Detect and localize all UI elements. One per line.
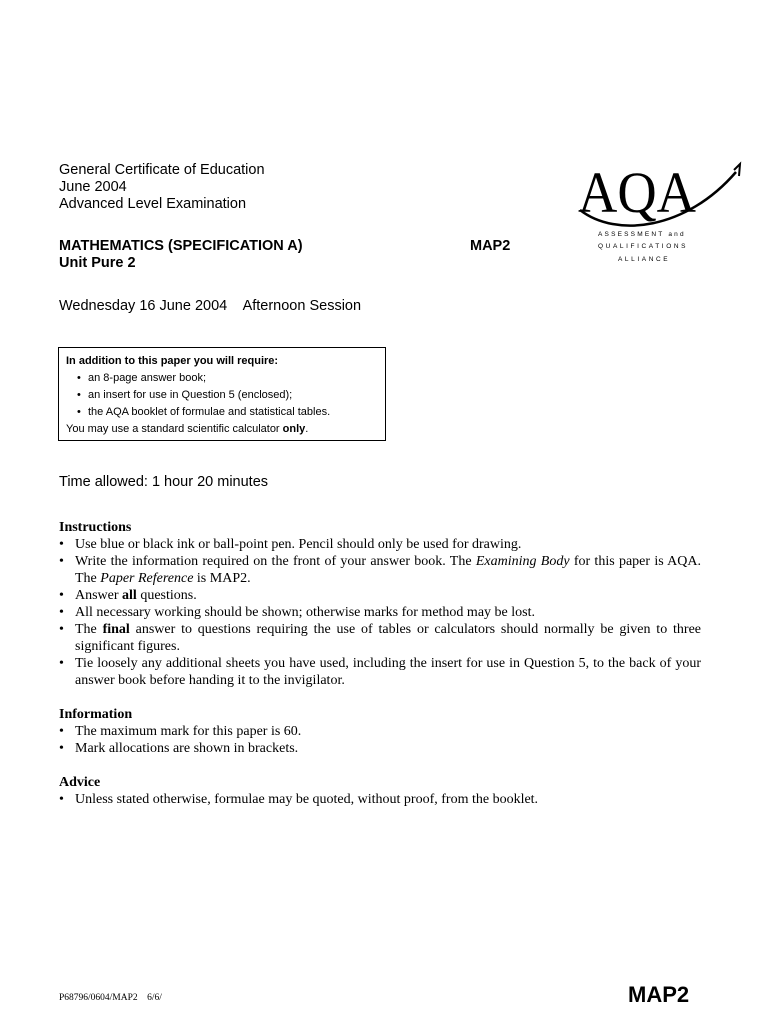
bullet: • [59, 554, 64, 569]
calculator-note [66, 421, 379, 438]
subject-title: MATHEMATICS (SPECIFICATION A) [59, 238, 303, 254]
bullet: • [59, 741, 64, 756]
bullet: • [77, 406, 81, 418]
session-time: Afternoon Session [242, 298, 362, 314]
instruction-emphasis: Paper Reference [100, 571, 194, 586]
instruction-emphasis: Examining Body [475, 554, 570, 569]
instruction-text: Write the information required on the front of your answer book. The [75, 554, 476, 569]
instruction-text: Answer [75, 588, 123, 603]
information-item [59, 740, 701, 757]
instructions-heading: Instructions [59, 520, 132, 535]
instruction-text: The [75, 622, 103, 637]
instruction-emphasis: all [122, 588, 137, 603]
instruction-text: is MAP2. [193, 571, 251, 586]
instruction-text: Use blue or black ink or ball-point pen. Pencil should only be used for drawing. [75, 537, 522, 552]
information-text: The maximum mark for this paper is 60. [75, 724, 302, 739]
calculator-note-text: You may use a standard scientific calculator [66, 423, 283, 435]
information-section [59, 706, 701, 757]
advice-section [59, 774, 701, 808]
paper-reference: MAP2 [470, 238, 511, 254]
requirements-box [58, 347, 386, 441]
advice-text: Unless stated otherwise, formulae may be quoted, without proof, from the booklet. [75, 792, 539, 807]
information-item [59, 723, 701, 740]
calculator-note-emphasis: only [282, 423, 306, 435]
bullet: • [77, 372, 81, 384]
qualification-name: General Certificate of Education [59, 162, 265, 178]
exam-header [59, 162, 265, 213]
bullet: • [59, 724, 64, 739]
aqa-logo-text: AQA [578, 160, 697, 225]
bullet: • [59, 605, 64, 620]
instruction-text: questions. [136, 588, 197, 603]
session-line [59, 298, 361, 315]
instruction-item [59, 604, 701, 621]
calculator-note-end: . [305, 423, 309, 435]
bullet: • [59, 537, 64, 552]
requirement-item [66, 370, 379, 387]
footer-paper-reference: MAP2 [628, 982, 690, 1007]
aqa-logo-tagline-3: ALLIANCE [618, 256, 671, 263]
bullet: • [77, 389, 81, 401]
instruction-text: Tie loosely any additional sheets you have used, including the insert for use in Question 5, to the back of your answer book before handing it to the invigilator. [75, 656, 701, 688]
footer-paper-code: P68796/0604/MAP2 6/6/ [59, 993, 162, 1003]
session-day: Wednesday 16 June 2004 [59, 298, 228, 314]
instruction-item [59, 587, 701, 604]
instruction-item [59, 655, 701, 689]
requirement-item [66, 387, 379, 404]
instruction-text: answer to questions requiring the use of tables or calculators should normally be given to three significant figures. [75, 622, 701, 654]
requirement-text: an 8-page answer book; [88, 372, 207, 384]
instruction-item [59, 553, 701, 587]
advice-item [59, 791, 701, 808]
aqa-logo [576, 160, 746, 270]
requirements-heading: In addition to this paper you will require: [66, 355, 279, 367]
bullet: • [59, 656, 64, 671]
bullet: • [59, 792, 64, 807]
exam-level: Advanced Level Examination [59, 196, 247, 212]
instruction-emphasis: final [102, 622, 130, 637]
instructions-section [59, 519, 701, 689]
instruction-text: All necessary working should be shown; otherwise marks for method may be lost. [75, 605, 535, 620]
requirement-text: the AQA booklet of formulae and statistical tables. [88, 406, 331, 418]
aqa-logo-tagline-1: ASSESSMENT and [598, 231, 686, 238]
time-allowed: Time allowed: 1 hour 20 minutes [59, 474, 269, 490]
bullet: • [59, 622, 64, 637]
aqa-logo-tagline-2: QUALIFICATIONS [598, 243, 689, 250]
bullet: • [59, 588, 64, 603]
information-text: Mark allocations are shown in brackets. [75, 741, 299, 756]
requirement-item [66, 404, 379, 421]
unit-title: Unit Pure 2 [59, 255, 136, 271]
information-heading: Information [59, 707, 133, 722]
instruction-item [59, 621, 701, 655]
advice-heading: Advice [59, 775, 101, 790]
instruction-item [59, 536, 701, 553]
exam-date: June 2004 [59, 179, 127, 195]
instruction-text: for this paper is AQA. The [75, 554, 701, 586]
requirement-text: an insert for use in Question 5 (enclosed); [88, 389, 293, 401]
